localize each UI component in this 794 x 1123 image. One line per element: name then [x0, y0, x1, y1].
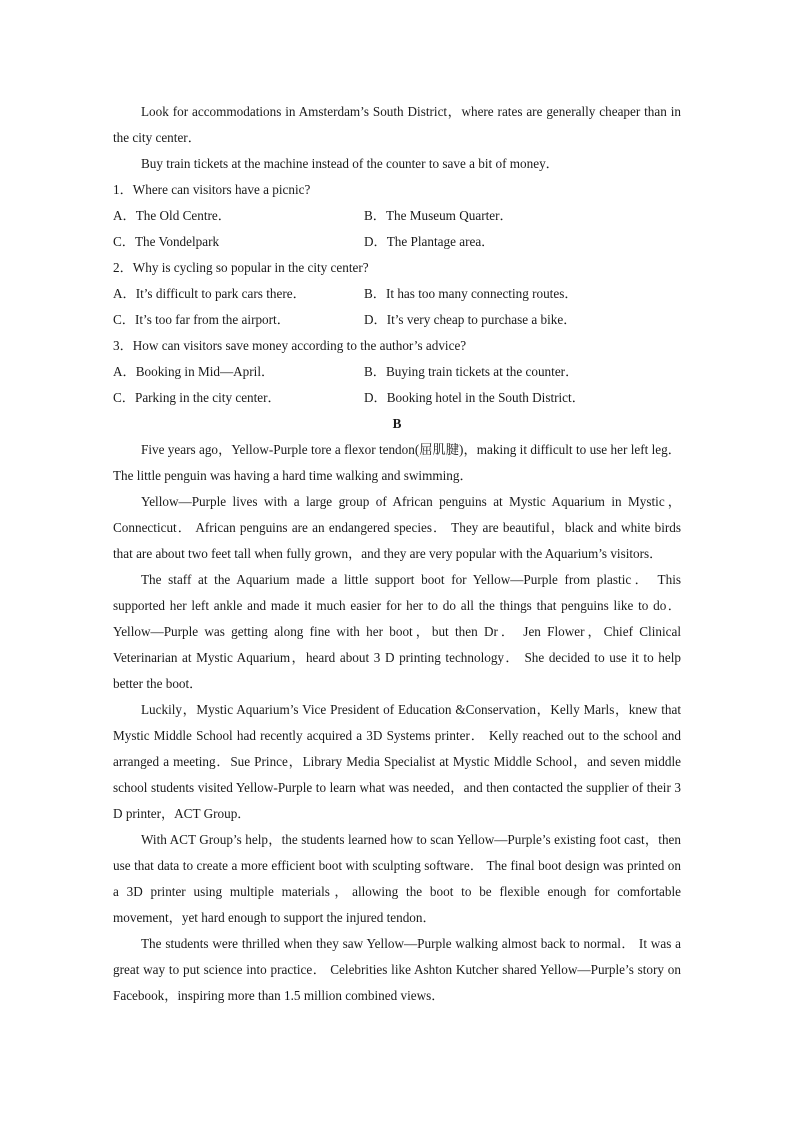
passage-paragraph-3: The staff at the Aquarium made a little support boot for Yellow—Purple from plastic． This supported her left ankle and made it much easier for her to do all the things that penguins like to do． Yellow—Purple was getting along fine with her boot，but then Dr． Jen Flower，Chief Clinical Veterinarian at Mystic Aquarium，heard about 3 D printing technology． She decided to use it to help better the boot． [113, 572, 681, 691]
option-a: A．Booking in Mid—April． [113, 364, 275, 379]
section-b-title: B [392, 416, 402, 431]
question-1 [113, 177, 681, 255]
passage-paragraph-2: Yellow—Purple lives with a large group of African penguins at Mystic Aquarium in Mystic，Connecticut． African penguins are an endangered species． They are beautiful，black and white birds that are about two feet tall when fully grown，and they are very popular with the Aquarium’s visitors． [113, 494, 681, 561]
option-c: C．The Vondelpark [113, 234, 220, 249]
tip-paragraph-2: Buy train tickets at the machine instead of the counter to save a bit of money． [141, 156, 559, 171]
passage-paragraph-5: With ACT Group’s help，the students learned how to scan Yellow—Purple’s existing foot cast，then use that data to create a more efficient boot with sculpting software． The final boot design was printed on a 3D printer using multiple materials，allowing the boot to be flexible enough for comfortable movement，yet hard enough to support the injured tendon． [113, 832, 681, 925]
options-row [113, 203, 681, 229]
option-a: A．The Old Centre． [113, 208, 231, 223]
question-stem: 3．How can visitors save money according to the author’s advice? [113, 338, 467, 353]
option-b: B．It has too many connecting routes． [364, 286, 578, 301]
question-3 [113, 333, 681, 411]
question-stem: 1．Where can visitors have a picnic? [113, 182, 311, 197]
option-d: D．The Plantage area． [364, 234, 495, 249]
tip-paragraph-1: Look for accommodations in Amsterdam’s South District，where rates are generally cheaper than in the city center． [113, 104, 681, 145]
options-row [113, 229, 681, 255]
option-c: C．It’s too far from the airport． [113, 312, 290, 327]
passage-paragraph-4: Luckily，Mystic Aquarium’s Vice President of Education &Conservation，Kelly Marls，knew that Mystic Middle School had recently acquired a 3D Systems printer． Kelly reached out to the school and arranged a meeting．Sue Prince，Library Media Specialist at Mystic Middle School，and seven middle school students visited Yellow-Purple to learn what was needed，and then contacted the supplier of their 3 D printer，ACT Group． [113, 702, 681, 821]
options-row [113, 359, 681, 385]
option-a: A．It’s difficult to park cars there． [113, 286, 306, 301]
option-d: D．Booking hotel in the South District． [364, 390, 585, 405]
option-c: C．Parking in the city center． [113, 390, 281, 405]
options-row [113, 307, 681, 333]
question-2 [113, 255, 681, 333]
option-b: B．Buying train tickets at the counter． [364, 364, 579, 379]
option-b: B．The Museum Quarter． [364, 208, 513, 223]
option-d: D．It’s very cheap to purchase a bike． [364, 312, 577, 327]
passage-paragraph-1: Five years ago，Yellow-Purple tore a flexor tendon(屈肌腱)，making it difficult to use her left leg． The little penguin was having a hard time walking and swimming． [113, 442, 681, 483]
question-stem: 2．Why is cycling so popular in the city center? [113, 260, 369, 275]
passage-paragraph-6: The students were thrilled when they saw Yellow—Purple walking almost back to normal． It was a great way to put science into practice． Celebrities like Ashton Kutcher shared Yellow—Purple’s story on Facebook，inspiring more than 1.5 million combined views． [113, 936, 681, 1003]
options-row [113, 385, 681, 411]
options-row [113, 281, 681, 307]
